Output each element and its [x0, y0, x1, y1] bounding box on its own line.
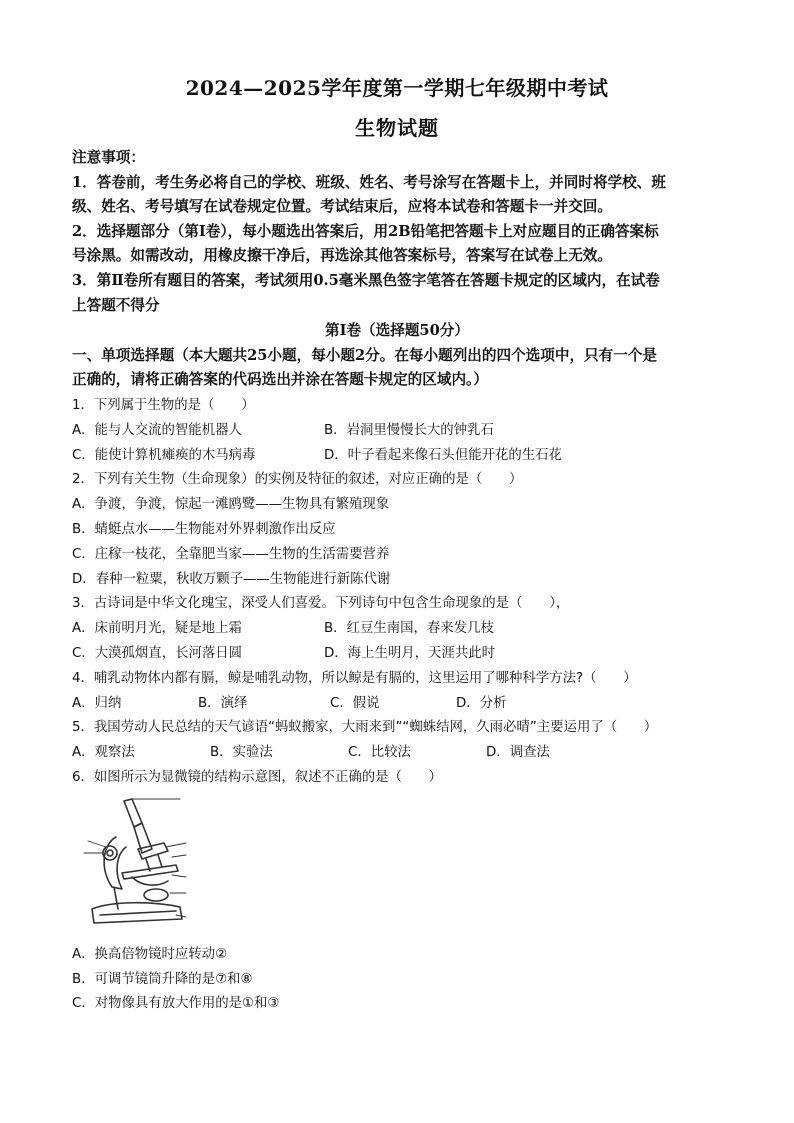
notes-line: 上答题不得分	[72, 296, 160, 314]
notes-line: 2．选择题部分（第Ⅰ卷），每小题选出答案后，用2B铅笔把答题卡上对应题目的正确答案标	[72, 222, 659, 240]
notes-line: 1．答卷前，考生务必将自己的学校、班级、姓名、考号涂写在答题卡上，并同时将学校、班	[72, 173, 666, 191]
option-c: C．庄稼一枝花，全靠肥当家——生物的生活需要营养	[72, 546, 390, 562]
exam-subtitle: 生物试题	[355, 116, 439, 140]
option-b: B．岩洞里慢慢长大的钟乳石	[324, 422, 494, 438]
option-c: C．大漠孤烟直，长河落日圆	[72, 645, 243, 661]
option-c: C．比较法	[348, 745, 411, 761]
notes-line: 级、姓名、考号填写在试卷规定位置。考试结束后，应将本试卷和答题卡一并交回。	[72, 198, 612, 216]
arm-shape	[104, 837, 126, 889]
option-b: B．可调节镜筒升降的是⑦和⑧	[72, 971, 253, 987]
question-1-options-row-2	[72, 444, 724, 469]
question-4-stem: 4．哺乳动物体内都有膈，鲸是哺乳动物，所以鲸是有膈的，这里运用了哪种科学方法?（ ）	[72, 670, 637, 686]
option-a: A．争渡，争渡，惊起一滩鸥鹭——生物具有繁殖现象	[72, 497, 390, 513]
question-3-stem: 3．古诗词是中华文化瑰宝，深受人们喜爱。下列诗句中包含生命现象的是（ ），	[72, 596, 570, 612]
option-d: D．分析	[456, 695, 507, 711]
nosepiece-shape	[138, 843, 168, 859]
question-3-options-row-1	[72, 617, 724, 642]
mirror-shape	[144, 889, 168, 901]
adjuster-knob-inner-shape	[107, 850, 113, 856]
option-c: C．对物像具有放大作用的是①和③	[72, 996, 280, 1012]
option-b: B．实验法	[210, 745, 273, 761]
option-c: C．能使计算机瘫痪的木马病毒	[72, 447, 256, 463]
microscope-diagram	[72, 797, 202, 937]
question-1-stem: 1．下列属于生物的是（ ）	[72, 398, 255, 413]
question-2-stem: 2．下列有关生物（生命现象）的实例及特征的叙述，对应正确的是（ ）	[72, 472, 523, 488]
question-4-options	[72, 692, 724, 717]
option-a: A．换高倍物镜时应转动②	[72, 946, 228, 962]
stage-shape	[122, 865, 178, 879]
option-d: D．调查法	[486, 745, 550, 761]
leader-lines	[84, 799, 186, 917]
notes-heading: 注意事项：	[72, 149, 145, 166]
question-1-options-row-1	[72, 419, 724, 444]
instruction-line: 一、单项选择题（本大题共25小题，每小题2分。在每小题列出的四个选项中，只有一个是	[72, 347, 658, 364]
section-instruction	[72, 344, 724, 392]
option-c: C．假说	[330, 695, 380, 711]
notes-line: 3．第Ⅱ卷所有题目的答案，考试须用0.5毫米黑色签字笔答在答题卡规定的区域内，在试卷	[72, 271, 660, 289]
questions	[72, 394, 724, 1017]
option-d: D．春种一粒粟，秋收万颗子——生物能进行新陈代谢	[72, 571, 391, 587]
instruction-line: 正确的，请将正确答案的代码选出并涂在答题卡规定的区域内。）	[72, 371, 488, 388]
notes-line: 号涂黑。如需改动，用橡皮擦干净后，再选涂其他答案标号，答案写在试卷上无效。	[72, 247, 612, 265]
option-b: B．蜻蜓点水——生物能对外界刺激作出反应	[72, 521, 336, 537]
eyepiece-shape	[124, 799, 142, 827]
option-a: A．归纳	[72, 695, 122, 711]
option-a: A．床前明月光，疑是地上霜	[72, 621, 242, 637]
microscope-figure	[72, 791, 724, 943]
section-title: 第Ⅰ卷（选择题50分）	[325, 322, 469, 339]
option-a: A．观察法	[72, 745, 135, 761]
pillar-shape	[114, 887, 118, 909]
option-d: D．海上生明月，天涯共此时	[324, 645, 495, 661]
exam-title: 2024—2025学年度第一学期七年级期中考试	[185, 76, 609, 100]
question-3-options-row-2	[72, 642, 724, 667]
option-b: B．演绎	[198, 695, 248, 711]
question-5-stem: 5．我国劳动人民总结的天气谚语“蚂蚁搬家，大雨来到”“蜘蛛结网，久雨必晴”主要运用了（ ）	[72, 720, 658, 736]
question-5-options	[72, 741, 724, 766]
option-d: D．叶子看起来像石头但能开花的生石花	[324, 447, 562, 463]
option-b: B．红豆生南国，春来发几枝	[324, 621, 494, 637]
question-6-stem: 6．如图所示为显微镜的结构示意图，叙述不正确的是（ ）	[72, 769, 443, 785]
base-line-shape	[100, 911, 176, 915]
condenser-shape	[132, 877, 168, 885]
option-a: A．能与人交流的智能机器人	[72, 422, 242, 438]
notes-section	[72, 146, 724, 318]
